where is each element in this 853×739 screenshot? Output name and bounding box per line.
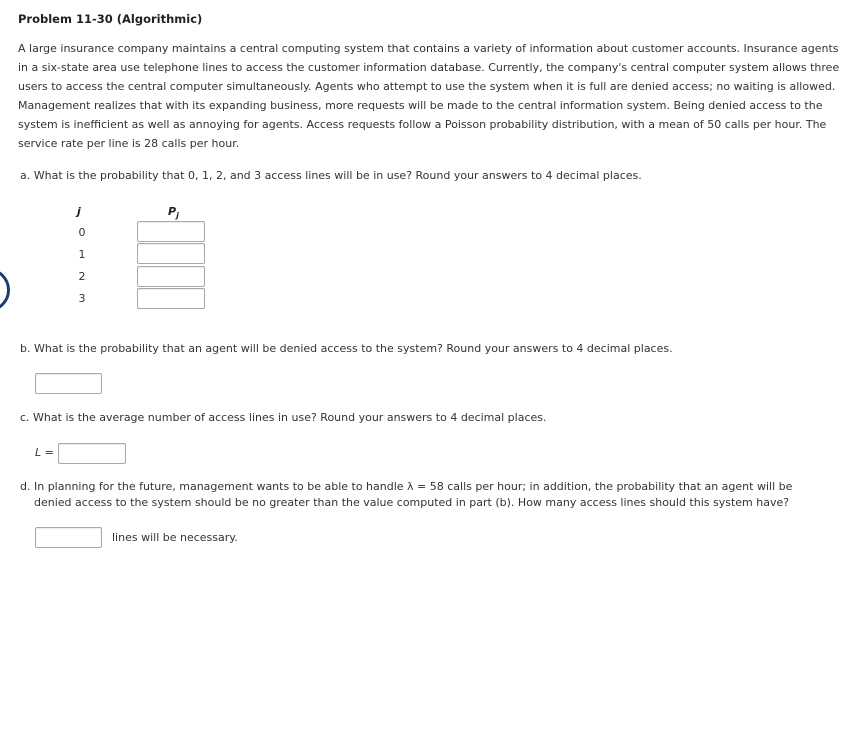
row-label-j-0: 0 [78, 226, 86, 239]
part-b-question: b. What is the probability that an agent will be denied access to the system? Round your answers to 4 decimal places. [20, 342, 673, 355]
pj-input-1[interactable] [137, 243, 205, 264]
row-label-j-3: 3 [78, 292, 86, 305]
column-header-p-text: P [168, 205, 177, 218]
row-label-j-2: 2 [78, 270, 86, 283]
pj-input-2[interactable] [137, 266, 205, 287]
part-a-question: a. What is the probability that 0, 1, 2, and 3 access lines will be in use? Round your answers to 4 decimal places. [20, 169, 642, 182]
average-lines-input[interactable] [58, 443, 126, 464]
column-header-pj [168, 205, 179, 220]
problem-intro: A large insurance company maintains a central computing system that contains a variety of information about customer accounts. Insurance agents in a six-state area use telephone lines to access the customer information database. Currently, the company's central computer system allows three users to access the central computer simultaneously. Agents who attempt to use the system when it is full are denied access; no waiting is allowed. Management realizes that with its expanding business, more requests will be made to the central information system. Being denied access to the system is inefficient as well as annoying for agents. Access requests follow a Poisson probability distribution, with a mean of 50 calls per hour. The service rate per line is 28 calls per hour. [18, 42, 840, 150]
part-d-question [20, 479, 830, 511]
row-label-j-1: 1 [78, 248, 86, 261]
problem-title: Problem 11-30 (Algorithmic) [18, 12, 203, 26]
l-label: L = [35, 446, 54, 459]
pj-input-3[interactable] [137, 288, 205, 309]
part-c-question: c. What is the average number of access lines in use? Round your answers to 4 decimal places. [20, 411, 547, 424]
column-header-p-subscript: j [176, 211, 179, 221]
lines-needed-suffix: lines will be necessary. [112, 531, 238, 544]
part-d-question-line1: d. In planning for the future, management wants to be able to handle λ = 58 calls per hour; in addition, the probability that an agent will be [20, 480, 793, 493]
navigation-circle-icon[interactable] [0, 268, 10, 312]
lines-needed-input[interactable] [35, 527, 102, 548]
part-d-question-line2: denied access to the system should be no greater than the value computed in part (b). How many access lines should this system have? [34, 496, 790, 509]
pj-input-0[interactable] [137, 221, 205, 242]
denied-probability-input[interactable] [35, 373, 102, 394]
column-header-j: j [77, 205, 81, 218]
